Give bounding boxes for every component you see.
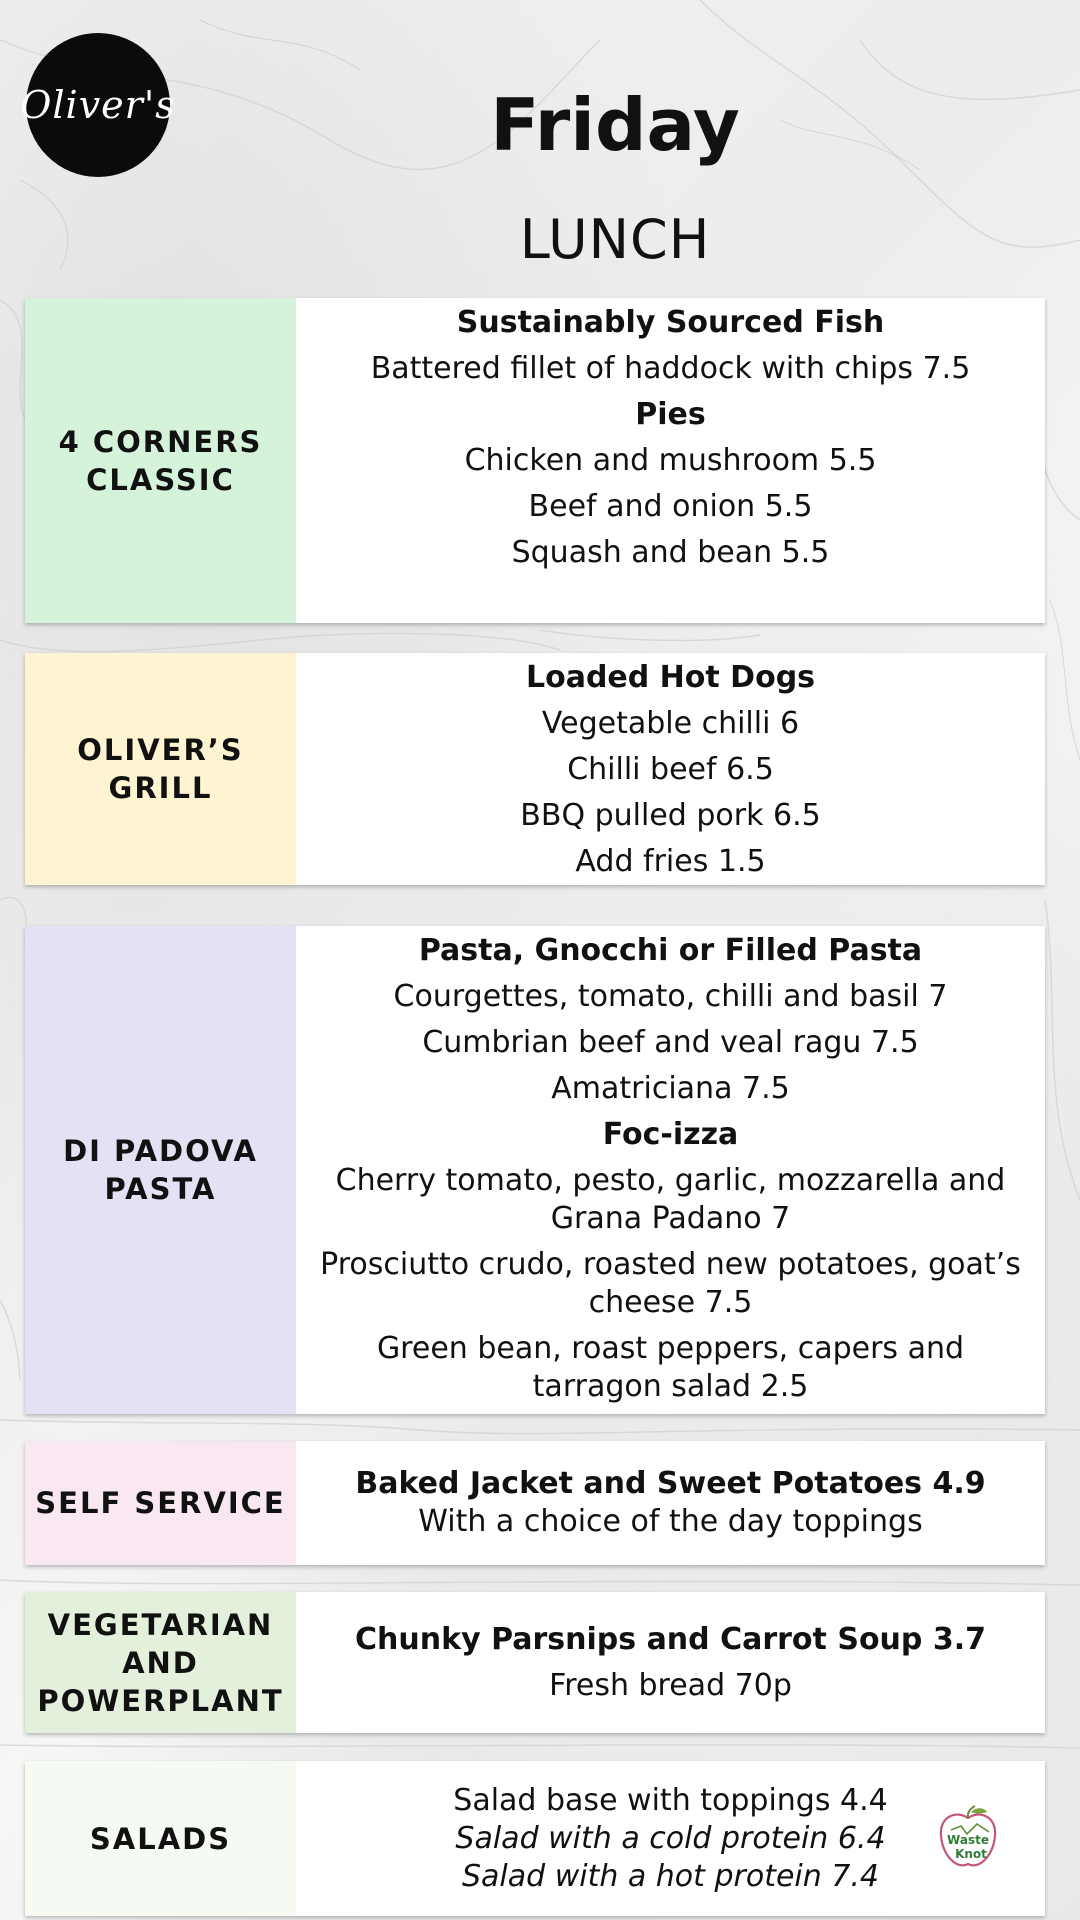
olivers-logo <box>20 33 176 177</box>
menu-heading: Loaded Hot Dogs <box>525 660 816 695</box>
svg-text:Knot: Knot <box>955 1846 987 1861</box>
section-4-corners-classic <box>25 298 1045 623</box>
logo-text: Oliver's <box>20 83 176 127</box>
menu-heading: Chunky Parsnips and Carrot Soup 3.7 <box>355 1621 986 1657</box>
menu-item: Salad with a cold protein 6.4 <box>455 1820 886 1856</box>
page-title: Friday <box>490 83 740 167</box>
section-label: 4 CORNERS CLASSIC <box>25 298 296 623</box>
section-menu <box>296 926 1045 1414</box>
menu-heading: Pasta, Gnocchi or Filled Pasta <box>418 933 923 968</box>
menu-heading: Foc-izza <box>602 1117 739 1152</box>
menu-item: Cherry tomato, pesto, garlic, mozzarella and Grana Padano 7 <box>335 1163 1006 1236</box>
section-label: OLIVER’S GRILL <box>25 653 296 885</box>
menu-item: Battered fillet of haddock with chips 7.5 <box>370 351 971 386</box>
menu-item: Amatriciana 7.5 <box>551 1071 790 1106</box>
menu-item: Squash and bean 5.5 <box>511 535 830 570</box>
section-menu <box>296 1592 1045 1733</box>
waste-knot-logo <box>933 1804 1003 1874</box>
menu-item: Fresh bread 70p <box>549 1667 792 1703</box>
menu-item: Chicken and mushroom 5.5 <box>464 443 877 478</box>
section-olivers-grill <box>25 653 1045 885</box>
menu-item: Salad base with toppings 4.4 <box>453 1782 888 1818</box>
menu-heading: Pies <box>635 397 706 432</box>
menu-item: Green bean, roast peppers, capers and tarragon salad 2.5 <box>376 1331 965 1404</box>
menu-item: BBQ pulled pork 6.5 <box>520 798 821 833</box>
section-label: DI PADOVA PASTA <box>25 926 296 1414</box>
section-menu <box>296 1441 1045 1565</box>
menu-item: Prosciutto crudo, roasted new potatoes, goat’s cheese 7.5 <box>320 1247 1021 1320</box>
section-di-padova-pasta <box>25 926 1045 1414</box>
menu-heading: Sustainably Sourced Fish <box>456 305 885 340</box>
section-salads <box>25 1761 1045 1916</box>
menu-item: Cumbrian beef and veal ragu 7.5 <box>422 1025 919 1060</box>
section-menu <box>296 653 1045 885</box>
section-label: VEGETARIAN AND POWERPLANT <box>25 1592 296 1733</box>
section-menu <box>296 298 1045 623</box>
section-menu <box>296 1761 1045 1916</box>
menu-item: Salad with a hot protein 7.4 <box>461 1858 880 1894</box>
meal-subtitle: LUNCH <box>519 208 711 271</box>
section-self-service <box>25 1441 1045 1565</box>
section-label: SALADS <box>25 1761 296 1916</box>
menu-item: Courgettes, tomato, chilli and basil 7 <box>393 979 948 1014</box>
menu-item: Beef and onion 5.5 <box>528 489 813 524</box>
svg-text:Waste: Waste <box>947 1832 989 1847</box>
menu-item: Add fries 1.5 <box>575 844 766 879</box>
section-label: SELF SERVICE <box>25 1441 296 1565</box>
section-vegetarian-powerplant <box>25 1592 1045 1733</box>
menu-heading: Baked Jacket and Sweet Potatoes 4.9 <box>355 1466 986 1501</box>
menu-item: Vegetable chilli 6 <box>541 706 800 741</box>
menu-item: With a choice of the day toppings <box>418 1504 923 1539</box>
menu-item: Chilli beef 6.5 <box>567 752 774 787</box>
